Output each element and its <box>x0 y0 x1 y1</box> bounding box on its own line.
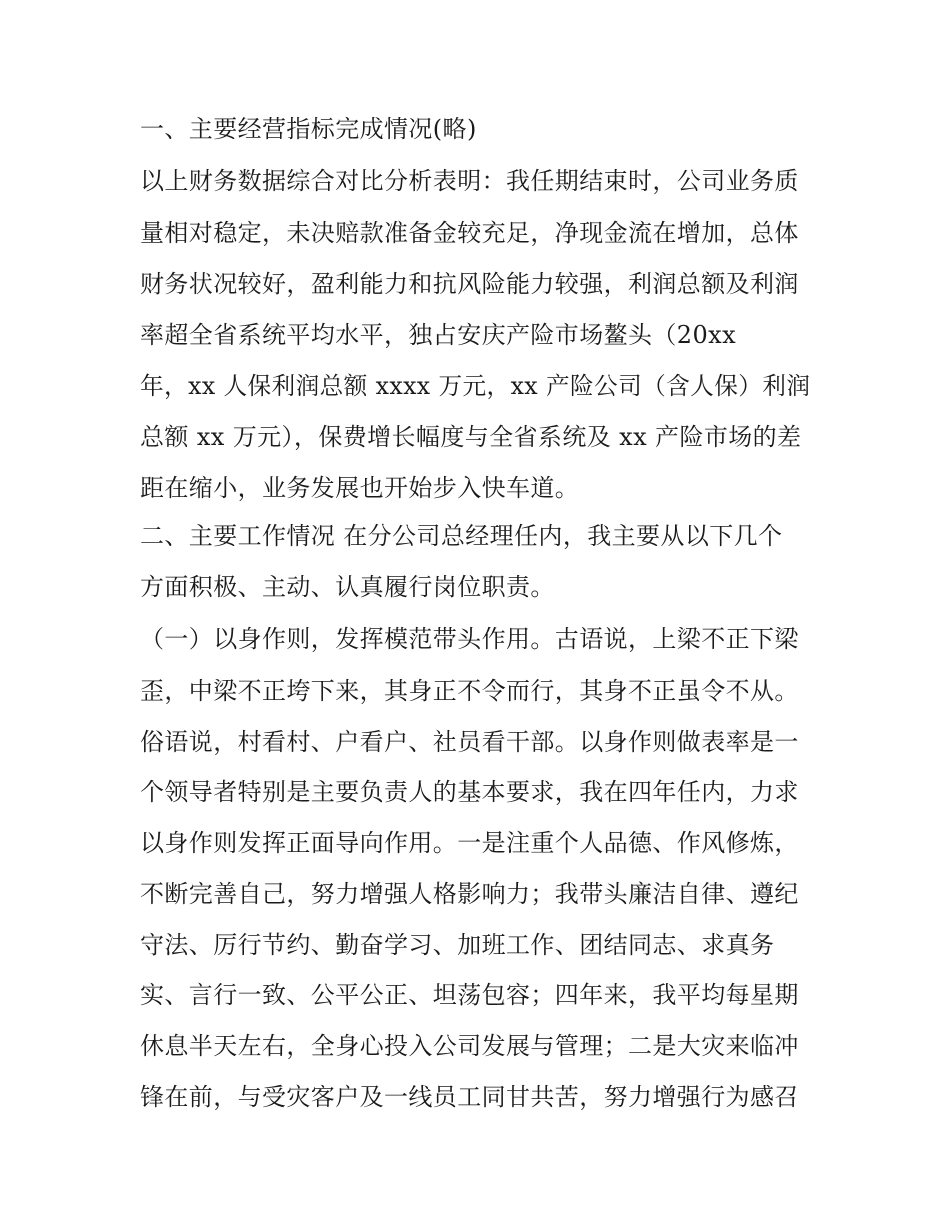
text-line: 实、言行一致、公平公正、坦荡包容；四年来，我平均每星期 <box>140 981 799 1009</box>
text-line: 总额 xx 万元），保费增长幅度与全省系统及 xx 产险市场的差 <box>140 423 802 451</box>
text-line: 俗语说，村看村、户看户、社员看干部。以身作则做表率是一 <box>140 728 799 756</box>
text-line: 二、主要工作情况 在分公司总经理任内，我主要从以下几个 <box>140 522 783 550</box>
text-line: 休息半天左右，全身心投入公司发展与管理；二是大灾来临冲 <box>140 1032 799 1060</box>
text-line: （一）以身作则，发挥模范带头作用。古语说，上梁不正下梁 <box>140 625 799 653</box>
text-line: 个领导者特别是主要负责人的基本要求，我在四年任内，力求 <box>140 778 799 806</box>
text-line: 距在缩小，业务发展也开始步入快车道。 <box>140 474 580 502</box>
text-line: 歪，中梁不正垮下来，其身正不令而行，其身不正虽令不从。 <box>140 677 799 705</box>
text-line: 率超全省系统平均水平，独占安庆产险市场鳌头（20xx <box>140 321 737 349</box>
text-line: 年，xx 人保利润总额 xxxx 万元，xx 产险公司（含人保）利润 <box>140 372 811 400</box>
text-line: 方面积极、主动、认真履行岗位职责。 <box>140 573 555 601</box>
text-line: 以上财务数据综合对比分析表明：我任期结束时，公司业务质 <box>140 167 799 195</box>
text-line: 财务状况较好，盈利能力和抗风险能力较强，利润总额及利润 <box>140 270 799 298</box>
text-line: 守法、厉行节约、勤奋学习、加班工作、团结同志、求真务 <box>140 931 775 959</box>
text-line: 锋在前，与受灾客户及一线员工同甘共苦，努力增强行为感召 <box>140 1083 799 1111</box>
text-line: 一、主要经营指标完成情况(略) <box>140 115 477 143</box>
text-line: 以身作则发挥正面导向作用。一是注重个人品德、作风修炼， <box>140 829 799 857</box>
text-line: 量相对稳定，未决赔款准备金较充足，净现金流在增加，总体 <box>140 219 799 247</box>
text-line: 不断完善自己，努力增强人格影响力；我带头廉洁自律、遵纪 <box>140 880 799 908</box>
